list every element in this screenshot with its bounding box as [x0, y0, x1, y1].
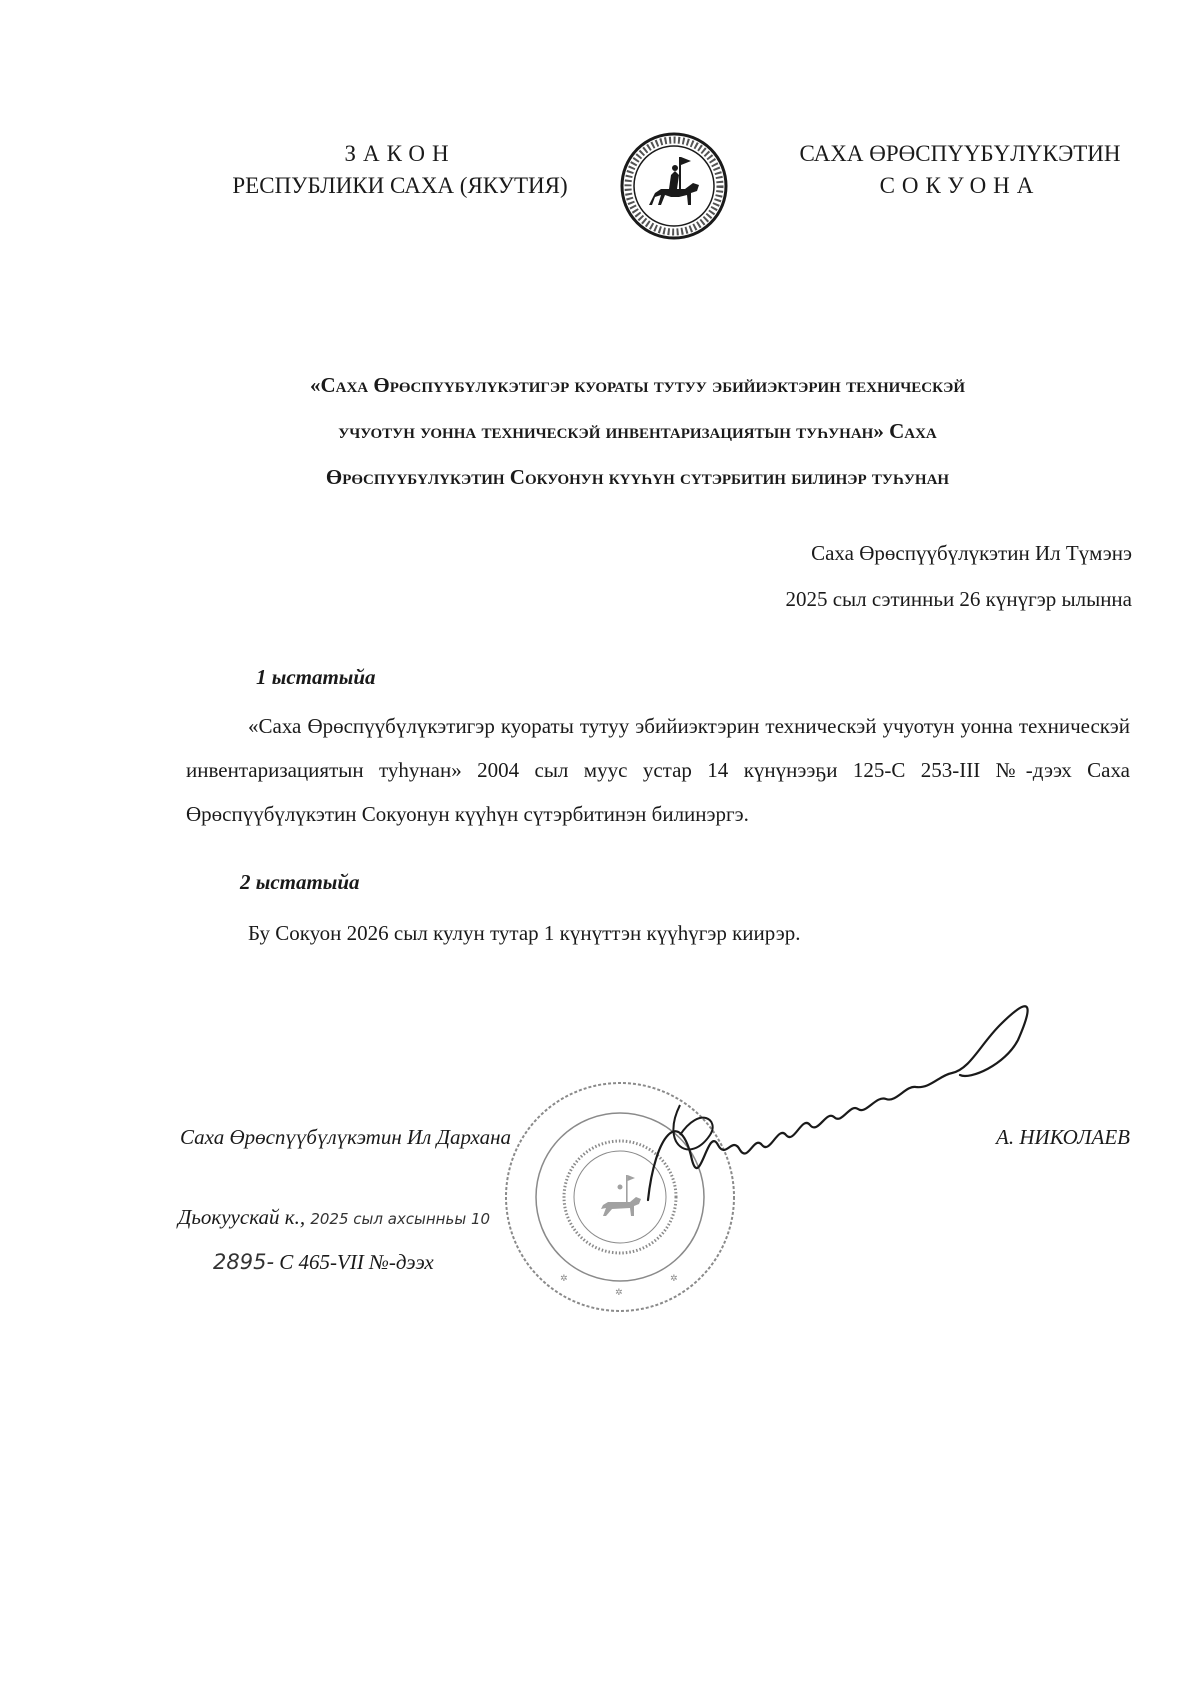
handwritten-signature-icon	[640, 985, 1110, 1215]
law-title-line1: «Саха Өрөспүүбүлүкэтигэр куораты тутуу эбийиэктэрин техническэй	[309, 373, 966, 397]
header-left	[200, 138, 600, 202]
article1-body	[186, 704, 1130, 836]
svg-text:✲: ✲	[560, 1274, 568, 1284]
signatory-name: А. НИКОЛАЕВ	[996, 1125, 1130, 1149]
header-left-line2: РЕСПУБЛИКИ САХА (ЯКУТИЯ)	[232, 173, 568, 198]
signing-date-handwritten: 2025 сыл ахсынньы 10	[310, 1210, 491, 1228]
adoption-date: 2025 сыл сэтинньи 26 күнүгэр ылынна	[785, 587, 1132, 611]
signatory-position: Саха Өрөспүүбүлүкэтин Ил Дархана	[180, 1125, 511, 1149]
article1-heading: 1 ыстатыйа	[256, 665, 376, 689]
signing-place: Дьокуускай к.,	[178, 1205, 306, 1229]
law-title-line2: учуотун уонна техническэй инвентаризациятын туһунан» Саха	[338, 419, 937, 443]
article2-heading: 2 ыстатыйа	[240, 870, 360, 894]
coat-of-arms-icon	[619, 131, 729, 241]
article2-text: Бу Сокуон 2026 сыл кулун тутар 1 күнүттэн күүһүгэр киирэр.	[248, 921, 801, 945]
svg-text:✲: ✲	[670, 1274, 678, 1284]
adoption-note	[785, 530, 1132, 622]
article1-text: «Саха Өрөспүүбүлүкэтигэр куораты тутуу эбийиэктэрин техническэй учуотун уонна техническэй инвентаризациятын туһунан» 2004 сыл муус устар 14 күнүнээҕи 125-С 253-III №-дээх Саха Өрөспүүбүлүкэтин Сокуонун күүһүн сүтэрбитинэн билинэргэ.	[186, 714, 1130, 826]
registration-number-suffix: С 465-VII №-дээх	[279, 1250, 434, 1274]
header-right-line1: САХА ӨРӨСПҮҮБҮЛҮКЭТИН	[799, 141, 1121, 166]
law-title-line3: Өрөспүүбүлүкэтин Сокуонун күүһүн сүтэрбитин билинэр туһунан	[325, 465, 950, 489]
registration-number-handwritten: 2895-	[213, 1250, 275, 1274]
adoption-body: Саха Өрөспүүбүлүкэтин Ил Түмэнэ	[811, 541, 1132, 565]
signing-place-date	[178, 1205, 490, 1230]
law-title	[170, 362, 1105, 500]
svg-text:✲: ✲	[615, 1288, 623, 1298]
header-right-line2: СОКУОНА	[879, 173, 1041, 198]
header-right	[760, 138, 1160, 202]
header-left-line1: ЗАКОН	[344, 141, 456, 166]
registration-number	[213, 1250, 434, 1275]
